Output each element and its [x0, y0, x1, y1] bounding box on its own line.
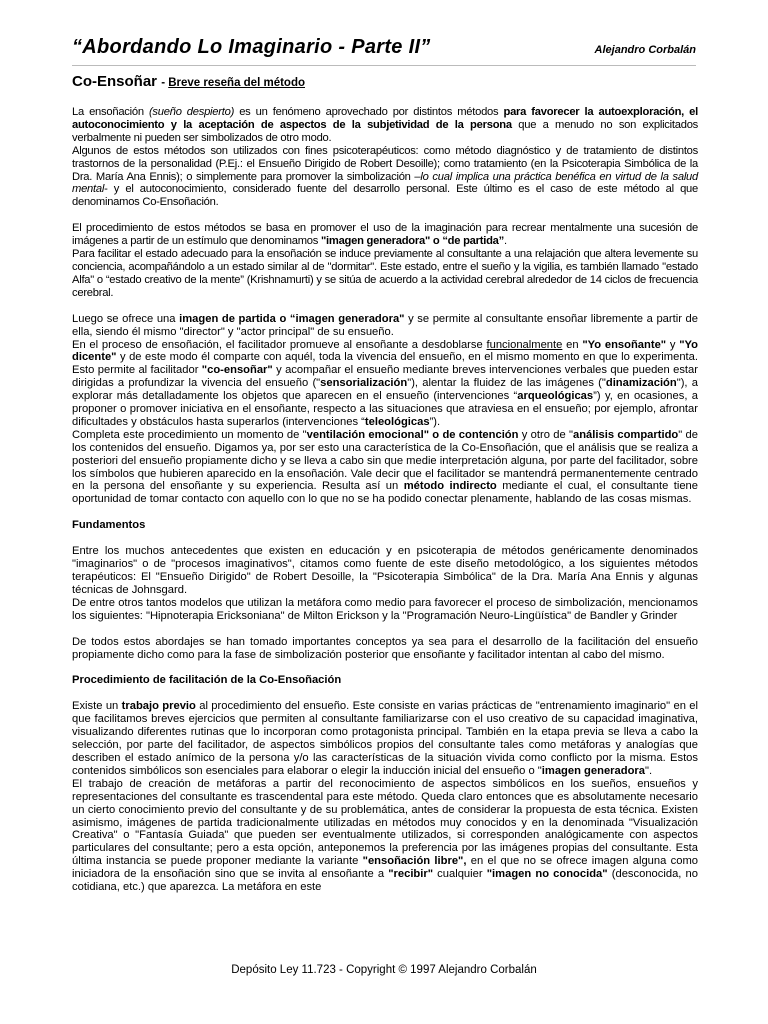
page-footer: Depósito Ley 11.723 - Copyright © 1997 Alejandro Corbalán	[231, 964, 537, 976]
paragraph-6: En el proceso de ensoñación, el facilitador promueve al ensoñante a desdoblarse funcionalmente en "Yo ensoñante" y "Yo dicente" y de este modo él comparte con aquél, toda la vivencia del ensueño, en el mismo momento en que lo experimenta. Esto permite al facilitador "co-ensoñar" y acompañar el ensueño mediante breves intervenciones verbales que pueden estar dirigidas a profundizar la vivencia del ensueño ("sensorialización"), alentar la fluidez de las imágenes ("dinamización"), a explorar más detalladamente los objetos que aparecen en el ensueño (intervenciones “arqueológicas”) y, en ocasiones, a proponer o promover iniciativa en el ensoñante, respecto a las situaciones que atraviesa en el ensueño; por ejemplo, afrontar dificultades y obstáculos hasta superarlos (intervenciones “teleológicas”).	[72, 338, 699, 428]
document-body	[72, 106, 698, 894]
paragraph-12: El trabajo de creación de metáforas a partir del reconocimiento de aspectos simbólicos en los sueños, ensueños y representaciones del consultante es trascendental para este método. Queda claro entonces que es absolutamente necesario un cierto conocimiento previo del consultante y de su problemática, antes de considerar la propuesta de esta técnica. Existen asimismo, imágenes de partida tradicionalmente utilizadas en métodos muy conocidos y en la denominada "Visualización Creativa" o "Fantasía Guiada" que pueden ser eventualmente utilizados, si corresponden analógicamente con aspectos particulares del consultante; pero a esta opción, anteponemos la preferencia por las imágenes propias del consultante. Esta última instancia se puede proponer mediante la variante "ensoñación libre", en el que no se ofrece imagen alguna como iniciadora de la ensoñación sino que se invita al ensoñante a "recibir" cualquier "imagen no conocida" (desconocida, no cotidiana, etc.) que aparezca. La metáfora en este	[72, 777, 698, 894]
paragraph-8: Entre los muchos antecedentes que existen en educación y en psicoterapia de métodos genéricamente denominados "imaginarios" o de "procesos imaginativos", citamos como fuente de este diseño metodológico, a los siguientes métodos terapéuticos: El "Ensueño Dirigido" de Robert Desoille, la "Psicoterapia Simbólica" de la Dra. María Ana Ennis y algunas técnicas de Johnsgard.	[72, 545, 698, 596]
paragraph-2: Algunos de estos métodos son utilizados con fines psicoterapéuticos: como método diagnóstico y de tratamiento de distintos trastornos de la personalidad (P.Ej.: el Ensueño Dirigido de Robert Desoille); como tratamiento (en la Psicoterapia Simbólica de la Dra. María Ana Ennis); o simplemente para promover la simbolización –lo cual implica una práctica benéfica en virtud de la salud mental- y el autoconocimiento, considerado fuente del desarrollo personal. Este último es el caso de este método al que denominamos Co-Ensoñación.	[72, 144, 698, 209]
spacer	[72, 623, 698, 636]
paragraph-7: Completa este procedimiento un momento de "ventilación emocional" o de contención y otro de "análisis compartido" de los contenidos del ensueño. Digamos ya, por ser esto una característica de la Co-Ensoñación, que el análisis que se realiza a posteriori del ensueño propiamente dicho y se lleva a cabo sin que medie interpretación alguna, por parte del facilitador, sobre los símbolos que hubieren aparecido en la ensoñación. Vale decir que el facilitador se mantendrá permanentemente centrado en la persona del ensoñante y su experiencia. Resulta así un método indirecto mediante el cual, el consultante tiene oportunidad de tomar contacto con aquello con lo que no se ha podido conectar plenamente, hablando de las cosas mismas.	[72, 428, 698, 506]
paragraph-10: De todos estos abordajes se han tomado importantes conceptos ya sea para el desarrollo de la facilitación del ensueño propiamente dicho como para la fase de simbolización posterior que ensoñante y facilitador intentan al cabo del mismo.	[72, 635, 698, 661]
spacer	[72, 300, 698, 313]
spacer	[72, 209, 698, 222]
heading-fundamentos: Fundamentos	[72, 519, 146, 532]
spacer	[72, 661, 698, 674]
heading-procedimiento: Procedimiento de facilitación de la Co-Ensoñación	[72, 674, 342, 687]
section-subtitle: - Breve reseña del método	[161, 77, 305, 89]
paragraph-9: De entre otros tantos modelos que utilizan la metáfora como medio para favorecer el proceso de simbolización, mencionamos los siguientes: "Hipnoterapia Ericksoniana" de Milton Erickson y la "Programación Neuro-Lingüística" de Bandler y Grinder	[72, 596, 698, 622]
spacer	[72, 532, 698, 545]
spacer	[72, 687, 698, 700]
section-title: Co-Ensoñar	[72, 73, 158, 90]
paragraph-1: La ensoñación (sueño despierto) es un fenómeno aprovechado por distintos métodos para favorecer la autoexploración, el autoconocimiento y la aceptación de aspectos de la subjetividad de la persona que a menudo no son explicitados verbalmente ni pueden ser simbolizados de otro modo.	[72, 106, 699, 144]
paragraph-3: El procedimiento de estos métodos se basa en promover el uso de la imaginación para recrear mentalmente una sucesión de imágenes a partir de un estímulo que denominamos "imagen generadora" o “de partida”.	[72, 222, 698, 248]
spacer	[72, 506, 698, 519]
paragraph-11: Existe un trabajo previo al procedimiento del ensueño. Este consiste en varias prácticas de "entrenamiento imaginario" en el que facilitamos breves ejercicios que permiten al consultante familiarizarse con el uso creativo de su capacidad imaginativa, visualizando diferentes rutinas que lo incorporan como protagonista principal. También en la etapa previa se lleva a cabo la selección, por parte del facilitador, de aspectos simbólicos propios del consultante tales como metáforas y analogías que describen el estado anímico de la persona y/o las características de la situación vivida como conflicto por la misma. Estos contenidos simbólicos son esenciales para elaborar o elegir la inducción inicial del ensueño o "imagen generadora".	[72, 700, 698, 777]
document-author: Alejandro Corbalán	[594, 44, 696, 56]
section-heading	[72, 73, 305, 90]
paragraph-4: Para facilitar el estado adecuado para la ensoñación se induce previamente al consultante a una relajación que altera levemente su conciencia, acompañándolo a un estado similar al de "dormitar". Este estado, entre el sueño y la vigilia, es también llamado "estado Alfa" o “estado creativo de la mente” (Krishnamurti) y se sitúa de acuerdo a la actividad cerebral alrededor de 14 ciclos de frecuencia cerebral.	[72, 248, 698, 299]
paragraph-5: Luego se ofrece una imagen de partida o “imagen generadora" y se permite al consultante ensoñar libremente a partir de ella, siendo él mismo "director" y "actor principal" de su ensueño.	[72, 312, 698, 338]
page-header	[72, 36, 696, 66]
document-title: “Abordando Lo Imaginario - Parte II”	[72, 36, 431, 58]
